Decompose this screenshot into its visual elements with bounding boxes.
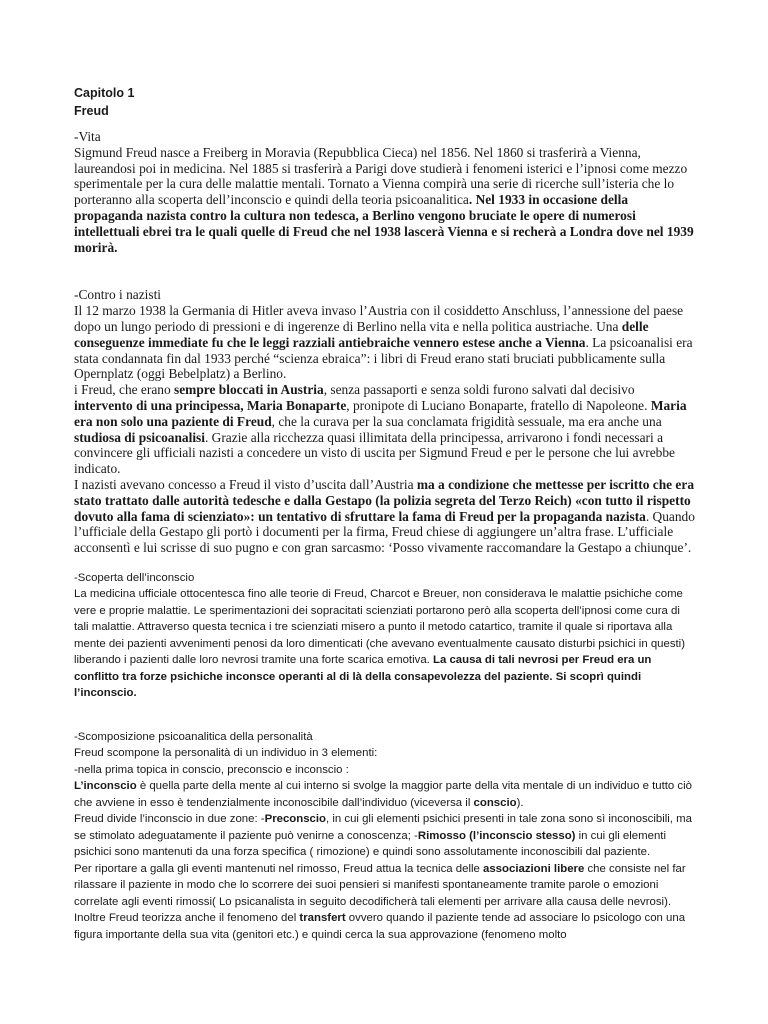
chapter-number: Capitolo 1 [74,86,135,100]
section-heading-vita: -Vita [74,129,101,144]
text-run: in cui gli elementi psichici sono mantenuti da una forza specifica ( rimozione) e quindi sono assolutamente inconoscibili dal paziente. [74,829,666,859]
section-heading-contro-i-nazisti: -Contro i nazisti [74,287,162,303]
text-run: , in cui gli elementi psichici presenti in tale zona sono sì inconoscibili, ma se stimolato adeguatamente il paziente può venirne a conoscenza; - [74,813,692,842]
chapter-title: Freud [74,104,109,118]
document-page [74,84,696,943]
bold-text-run: delle conseguenze immediate fu che le leggi razziali antiebraiche vennero estese anche a Vienna [74,318,649,350]
text-run: Per riportare a galla gli eventi mantenuti nel rimosso, Freud attua la tecnica delle [74,862,484,875]
bold-text-run: associazioni libere [483,862,585,875]
bold-text-run: La causa di tali nevrosi per Freud era un conflitto tra forze psichiche inconsce operanti al di là della consapevolezza del paziente. Si scoprì quindi l’inconscio. [74,654,652,700]
bold-text-run: intervento di una principessa, Maria Bonaparte [74,397,347,413]
text-run: . Quando l’ufficiale della Gestapo gli portò i documenti per la firma, Freud chiese di aggiungere un’altra frase. L’ufficiale acconsentì e lui scrisse di suo pugno e con gran sarcasmo: ‘Posso vivamente raccomandare la Gestapo a chiunque’. [74,508,695,556]
section-contro-i-nazisti [74,287,696,556]
bold-text-run: Preconscio [264,813,327,826]
text-run: Il 12 marzo 1938 la Germania di Hitler aveva invaso l’Austria con il cosiddetto Anschluss, l’annessione del paese dopo un lungo periodo di pressioni e di ingerenze di Berlino nella vita e nella politica austriache. Una [74,303,684,334]
text-run: Sigmund Freud nasce a Freiberg in Moravia (Repubblica Cieca) nel 1856. Nel 1860 si trasferirà a Vienna, laureandosi poi in medicina. Nel 1885 si trasferirà a Parigi dove studierà i fenomeni isterici e l’ipnosi come mezzo sperimentale per la cura delle malattie mentali. Tornato a Vienna compirà una serie di ricerche sull’isteria che lo porteranno alla scoperta dell’inconscio e quindi della teoria psicoanalitica [74,144,688,208]
bold-text-run: . Nel 1933 in occasione della propaganda nazista contro la cultura non tedesca, a Berlino vengono bruciate le opere di numerosi intellettuali ebrei tra le quali quelle di Freud che nel 1938 lascerà Vienna e si recherà a Londra dove nel 1939 morirà. [74,192,694,255]
bold-text-run: sempre bloccati in Austria [174,382,324,398]
section-body-scomposizione-personalita [74,745,696,943]
bold-text-run: ma a condizione che mettesse per iscritto che era stato trattato dalle autorità tedesche e dalla Gestapo (la polizia segreta del Terzo Reich) «con tutto il rispetto dovuto alla fama di scienziato»: un tentativo di sfruttare la fama di Freud per la propaganda nazista [74,476,695,524]
bold-text-run: L’inconscio [74,780,137,793]
text-run: Freud divide l’inconscio in due zone: - [74,813,265,826]
text-run: i Freud, che erano [74,382,175,398]
text-run: che consiste nel far rilassare il paziente in modo che lo scorrere dei suoi pensieri si manifesti spontaneamente tramite parole o emozioni correlate agli eventi rimossi( Lo psicanalista in seguito decodificherà tali elementi per arrivare alla causa delle nevrosi). Inoltre Freud teorizza anche il fenomeno del [74,862,686,925]
text-run: -nella prima topica in conscio, preconscio e inconscio : [74,763,349,776]
bold-text-run: conscio [473,796,517,809]
text-run: . Grazie alla ricchezza quasi illimitata della principessa, arrivarono i fondi necessari a convincere gli ufficiali nazisti a concedere un visto di uscita per Sigmund Freud e per le persone che lui avrebbe indicato. [74,429,676,477]
text-run: ovvero quando il paziente tende ad associare lo psicologo con una figura importante della sua vita (genitori etc.) e quindi cerca la sua approvazione (fenomeno molto [74,912,686,941]
section-body-contro-i-nazisti [74,303,696,556]
section-body-scoperta-inconscio [74,586,696,702]
bold-text-run: transfert [299,912,346,925]
section-vita [74,129,696,255]
text-run: ). [516,796,524,809]
text-run: , pronipote di Luciano Bonaparte, fratello di Napoleone. [346,397,651,413]
text-run: I nazisti avevano concesso a Freud il visto d’uscita dall’Austria [74,476,417,492]
text-run: , che la curava per la sua conclamata frigidità sessuale, ma era anche una [271,413,662,429]
bold-text-run: Rimosso (l’inconscio stesso) [417,829,576,842]
text-run: . La psicoanalisi era stata condannata fin dal 1933 perché “scienza ebraica”: i libri di Freud erano stati bruciati pubblicamente sulla Opernplatz (oggi Bebelplatz) a Berlino. [74,334,693,382]
section-body-vita [74,145,696,256]
section-scomposizione-personalita [74,729,696,944]
bold-text-run: studiosa di psicoanalisi [74,429,205,445]
text-run: Freud scompone la personalità di un individuo in 3 elementi: [74,747,378,760]
bold-text-run: Maria era non solo una paziente di Freud [74,397,687,429]
section-scoperta-inconscio [74,570,696,702]
section-heading-scoperta-inconscio: -Scoperta dell’inconscio [74,571,195,584]
text-run: , senza passaporti e senza soldi furono salvati dal decisivo [323,382,635,398]
text-run: La medicina ufficiale ottocentesca fino alle teorie di Freud, Charcot e Breuer, non considerava le malattie psichiche come vere e proprie malattie. Le sperimentazioni dei sopracitati scienziati portarono però alla scoperta dell’ipnosi come cura di tali malattie. Attraverso questa tecnica i tre scienziati misero a punto il metodo catartico, tramite il quale si riportava alla mente dei pazienti avvenimenti penosi da loro dimenticati (che avevano eventualmente causato disturbi psichici in questi) liberando i pazienti dalle loro nevrosi tramite una forte scarica emotiva. [74,588,686,667]
section-heading-scomposizione-personalita: -Scomposizione psicoanalitica della personalità [74,730,313,743]
text-run: è quella parte della mente al cui interno si svolge la maggior parte della vita mentale di un individuo e tutto ciò che avviene in esso è tendenzialmente inconoscibile dall’individuo (viceversa il [74,780,692,809]
